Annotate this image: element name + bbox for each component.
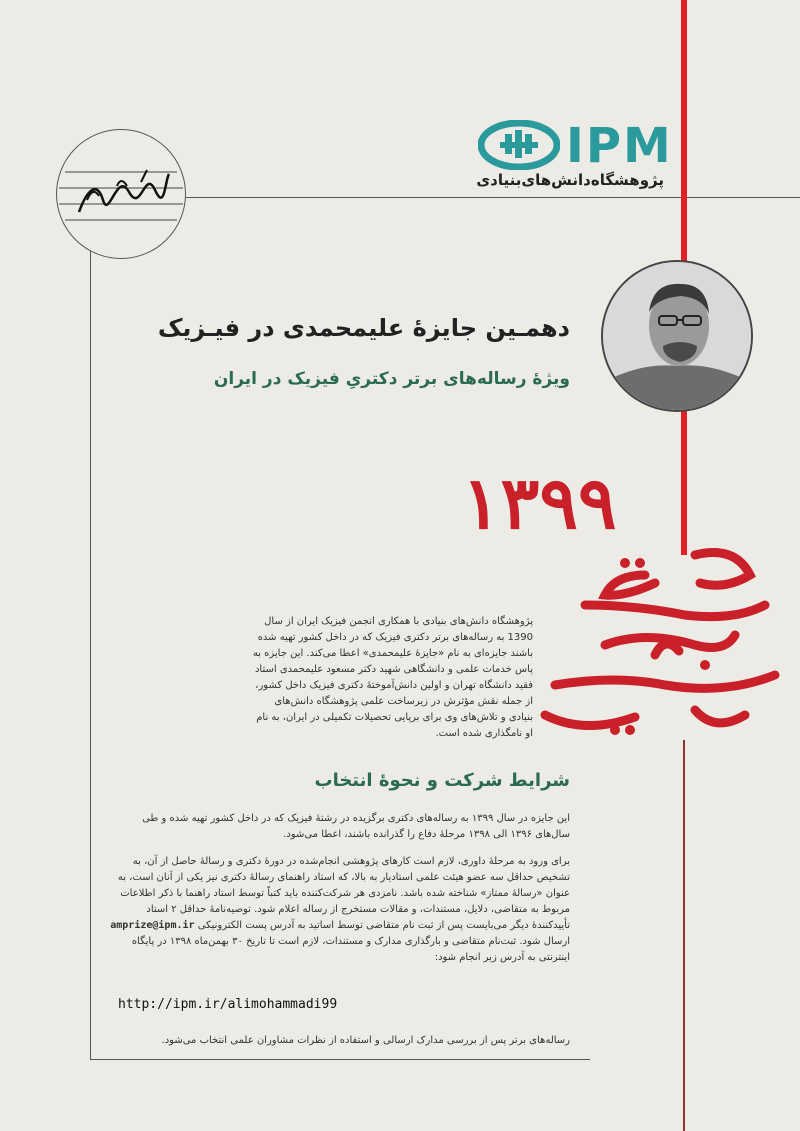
frame-top-line xyxy=(90,197,800,198)
physics-society-logo xyxy=(56,129,186,259)
page-title: دهمـین جایزهٔ علیمحمدی در فیـزیک xyxy=(157,314,570,342)
red-vertical-line-mid xyxy=(681,405,687,555)
society-calligraphy-icon xyxy=(57,130,185,258)
conditions-paragraph-2-before: برای ورود به مرحلهٔ داوری، لازم است کارهای پژوهشی انجام‌شده در دورهٔ دکتری و رسالهٔ حاصل از آن، به تشخیص حداقل سه عضو هیئت علمی استادیار به بالا، که استاد راهنمای رسالهٔ دکتری نیز یکی از آنان است، به عنوان «رسالهٔ ممتاز» شناخته شده باشد. نامزدی هر شرکت‌کننده باید کتباً توسط استاد راهنما با ذکر اطلاعات مربوط به متقاضی، دلایل، مستندات، و مقالات مستخرج از رساله اعلام شود. توصیه‌نامهٔ حداقل ۲ استاد تأییدکنندهٔ دیگر می‌بایست پس از ثبت نام متقاضی توسط اساتید به آدرس پست الکترونیکی xyxy=(117,856,570,931)
ipm-emblem-icon xyxy=(478,120,560,170)
conditions-paragraph-2 xyxy=(110,854,570,966)
prize-year: ۱۳۹۹ xyxy=(462,460,617,545)
frame-left-line xyxy=(90,197,91,1059)
ipm-institute-name: پژوهشگاه‌دانش‌های‌بنیادی xyxy=(476,171,664,189)
prize-calligraphy xyxy=(495,535,785,740)
email-link[interactable]: amprize@ipm.ir xyxy=(110,920,195,931)
portrait-photo xyxy=(601,260,753,412)
man-portrait-icon xyxy=(603,262,751,410)
registration-url[interactable]: http://ipm.ir/alimohammadi99 xyxy=(118,997,338,1012)
conditions-paragraph-2-after: ارسال شود. ثبت‌نام متقاضی و بارگذاری مدارک و مستندات، لازم است تا تاریخ ۳۰ بهمن‌ماه ۱۳۹۸ در پایگاه اینترنتی به آدرس زیر انجام شود: xyxy=(131,936,570,963)
conditions-title: شرایط شرکت و نحوهٔ انتخاب xyxy=(314,770,570,791)
ipm-logo-letters: IPM xyxy=(566,118,673,174)
frame-bottom-line xyxy=(90,1059,590,1060)
conditions-paragraph-1: این جایزه در سال ۱۳۹۹ به رساله‌های دکتری برگزیده در رشتهٔ فیزیک که در داخل کشور تهیه شده و طی سال‌های ۱۳۹۶ الی ۱۳۹۸ مرحلهٔ دفاع را گذرانده باشند، اعطا می‌شود. xyxy=(142,813,570,840)
red-vertical-line-bottom xyxy=(683,740,685,1131)
conditions-paragraph-3: رساله‌های برتر پس از بررسی مدارک ارسالی و استفاده از نظرات مشاوران علمی انتخاب می‌شود. xyxy=(161,1035,570,1046)
red-vertical-line-top xyxy=(681,0,687,268)
page-subtitle: ویژهٔ رساله‌های برتر دکتریِ فیزیک در ایران xyxy=(213,369,570,389)
calligraphy-mark-icon xyxy=(495,535,785,740)
intro-paragraph: پژوهشگاه دانش‌های بنیادی با همکاری انجمن فیزیک ایران از سال 1390 به رساله‌های برتر دکتری فیزیک که در داخل کشور تهیه شده باشند جایزه‌ای به نام «جایزهٔ علیمحمدی» اعطا می‌کند. این جایزه به پاس خدمات علمی و دانشگاهی شهید دکتر مسعود علیمحمدی استاد فقید دانشگاه تهران و اولین دانش‌آموختهٔ دکتری فیزیک داخل کشور، از جمله نقش مؤثرش در زیرساخت علمی پژوهشگاه دانش‌های بنیادی و تلاش‌های وی برای برپایی تحصیلات تکمیلی در ایران، به نام او نامگذاری شده است. xyxy=(252,616,533,739)
